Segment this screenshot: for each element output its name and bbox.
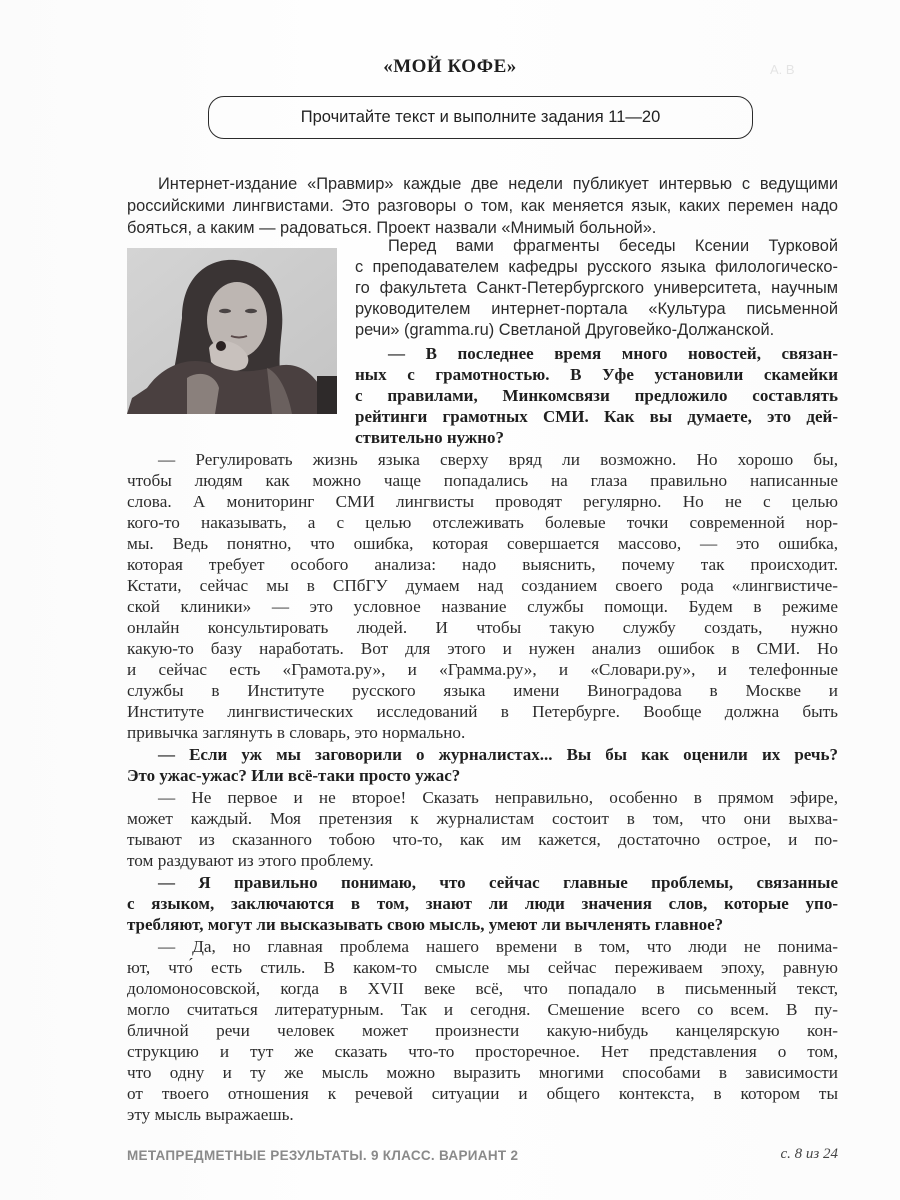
answer-line: Институте лингвистических исследований в Петербурге. Вообще должна быть bbox=[127, 702, 838, 721]
answer-line: тывают из сказанного тобою что-то, как им кажется, достаточно острое, и по- bbox=[127, 830, 838, 849]
answer-line: — Регулировать жизнь языка сверху вряд ли возможно. Но хорошо бы, bbox=[158, 450, 838, 469]
question-line: с правилами, Минкомсвязи предложило составлять bbox=[355, 386, 838, 405]
page-number: с. 8 из 24 bbox=[780, 1146, 838, 1162]
footer-section-title: МЕТАПРЕДМЕТНЫЕ РЕЗУЛЬТАТЫ. 9 КЛАСС. ВАРИАНТ 2 bbox=[127, 1148, 519, 1163]
answer-line: от твоего отношения к речевой ситуации и общего контекста, в котором ты bbox=[127, 1084, 838, 1103]
intro-line: бояться, а каким — радоваться. Проект назвали «Мнимый больной». bbox=[127, 219, 657, 237]
question-line: — В последнее время много новостей, связан- bbox=[388, 344, 838, 363]
question-line: рейтинги грамотных СМИ. Как вы думаете, это дей- bbox=[355, 407, 838, 426]
instruction-box bbox=[208, 96, 753, 139]
answer-line: службы в Институте русского языка имени Виноградова в Москве и bbox=[127, 681, 838, 700]
answer-line: Кстати, сейчас мы в СПбГУ думаем над созданием своего рода «лингвистиче- bbox=[127, 576, 838, 595]
intro-line: Интернет-издание «Правмир» каждые две недели публикует интервью с ведущими bbox=[158, 175, 838, 193]
answer-line: кого-то наказывать, а с целью отслеживать болевые точки современной нор- bbox=[127, 513, 838, 532]
answer-line: — Не первое и не второе! Сказать неправильно, особенно в прямом эфире, bbox=[158, 788, 838, 807]
bleed-through-text: А. В bbox=[770, 62, 795, 77]
answer-line: доломоносовской, когда в XVII веке всё, что попадало в письменный текст, bbox=[127, 979, 838, 998]
question-line: ствительно нужно? bbox=[355, 428, 505, 447]
question-line: — Если уж мы заговорили о журналистах... Вы бы как оценили их речь? bbox=[158, 745, 838, 764]
question-line: с языком, заключаются в том, знают ли люди значения слов, которые упо- bbox=[127, 894, 838, 913]
instruction-text: Прочитайте текст и выполните задания 11—20 bbox=[300, 108, 661, 126]
question-line: требляют, могут ли высказывать свою мысль, умеют ли вычленять главное? bbox=[127, 915, 724, 934]
answer-line: ской клиники» — это условное название службы помощи. Будем в режиме bbox=[127, 597, 838, 616]
answer-line: могло считаться литературным. Так и сегодня. Смешение всего со всем. В пу- bbox=[127, 1000, 838, 1019]
preface-line: речи» (gramma.ru) Светланой Друговейко-Должанской. bbox=[355, 321, 775, 339]
answer-line: какую-то базу наработать. Вот для этого и нужен анализ ошибок в СМИ. Но bbox=[127, 639, 838, 658]
answer-line: ют, что́ есть стиль. В каком-то смысле мы сейчас переживаем эпоху, равную bbox=[127, 958, 838, 977]
answer-line: мы. Ведь понятно, что ошибка, которая совершается массово, — это ошибка, bbox=[127, 534, 838, 553]
question-line: ных с грамотностью. В Уфе установили скамейки bbox=[355, 365, 838, 384]
page-title: «МОЙ КОФЕ» bbox=[383, 56, 517, 77]
answer-line: что одну и ту же мысль можно выразить многими способами в зависимости bbox=[127, 1063, 838, 1082]
answer-line: и сейчас есть «Грамота.ру», и «Грамма.ру», и «Словари.ру», и телефонные bbox=[127, 660, 838, 679]
answer-line: бличной речи человек может произнести какую-нибудь канцелярскую кон- bbox=[127, 1021, 838, 1040]
interviewee-photo bbox=[127, 248, 337, 414]
preface-line: Перед вами фрагменты беседы Ксении Турковой bbox=[388, 237, 838, 255]
intro-line: российскими лингвистами. Это разговоры о том, как меняется язык, каких перемен надо bbox=[127, 197, 838, 215]
answer-line: струкцию и тут же сказать что-то просторечное. Нет представления о том, bbox=[127, 1042, 838, 1061]
preface-line: руководителем интернет-портала «Культура письменной bbox=[355, 300, 838, 318]
question-line: Это ужас-ужас? Или всё-таки просто ужас? bbox=[127, 766, 461, 785]
answer-line: слова. А мониторинг СМИ лингвисты проводят регулярно. Но не с целью bbox=[127, 492, 838, 511]
answer-line: онлайн консультировать людей. И чтобы такую службу создать, нужно bbox=[127, 618, 838, 637]
preface-line: с преподавателем кафедры русского языка филологическо- bbox=[355, 258, 838, 276]
answer-line: которая требует особого анализа: надо выяснить, почему так происходит. bbox=[127, 555, 838, 574]
preface-line: го факультета Санкт-Петербургского университета, научным bbox=[355, 279, 838, 297]
portrait-image bbox=[127, 248, 337, 414]
answer-line: чтобы людям как можно чаще попадались на глаза правильно написанные bbox=[127, 471, 838, 490]
answer-line: — Да, но главная проблема нашего времени в том, что люди не понима- bbox=[158, 937, 838, 956]
answer-line: эту мысль выражаешь. bbox=[127, 1105, 294, 1124]
answer-line: может каждый. Моя претензия к журналистам состоит в том, что они выхва- bbox=[127, 809, 838, 828]
answer-line: том раздувают из этого проблему. bbox=[127, 851, 374, 870]
question-line: — Я правильно понимаю, что сейчас главные проблемы, связанные bbox=[158, 873, 838, 892]
answer-line: привычка заглянуть в словарь, это нормально. bbox=[127, 723, 466, 742]
